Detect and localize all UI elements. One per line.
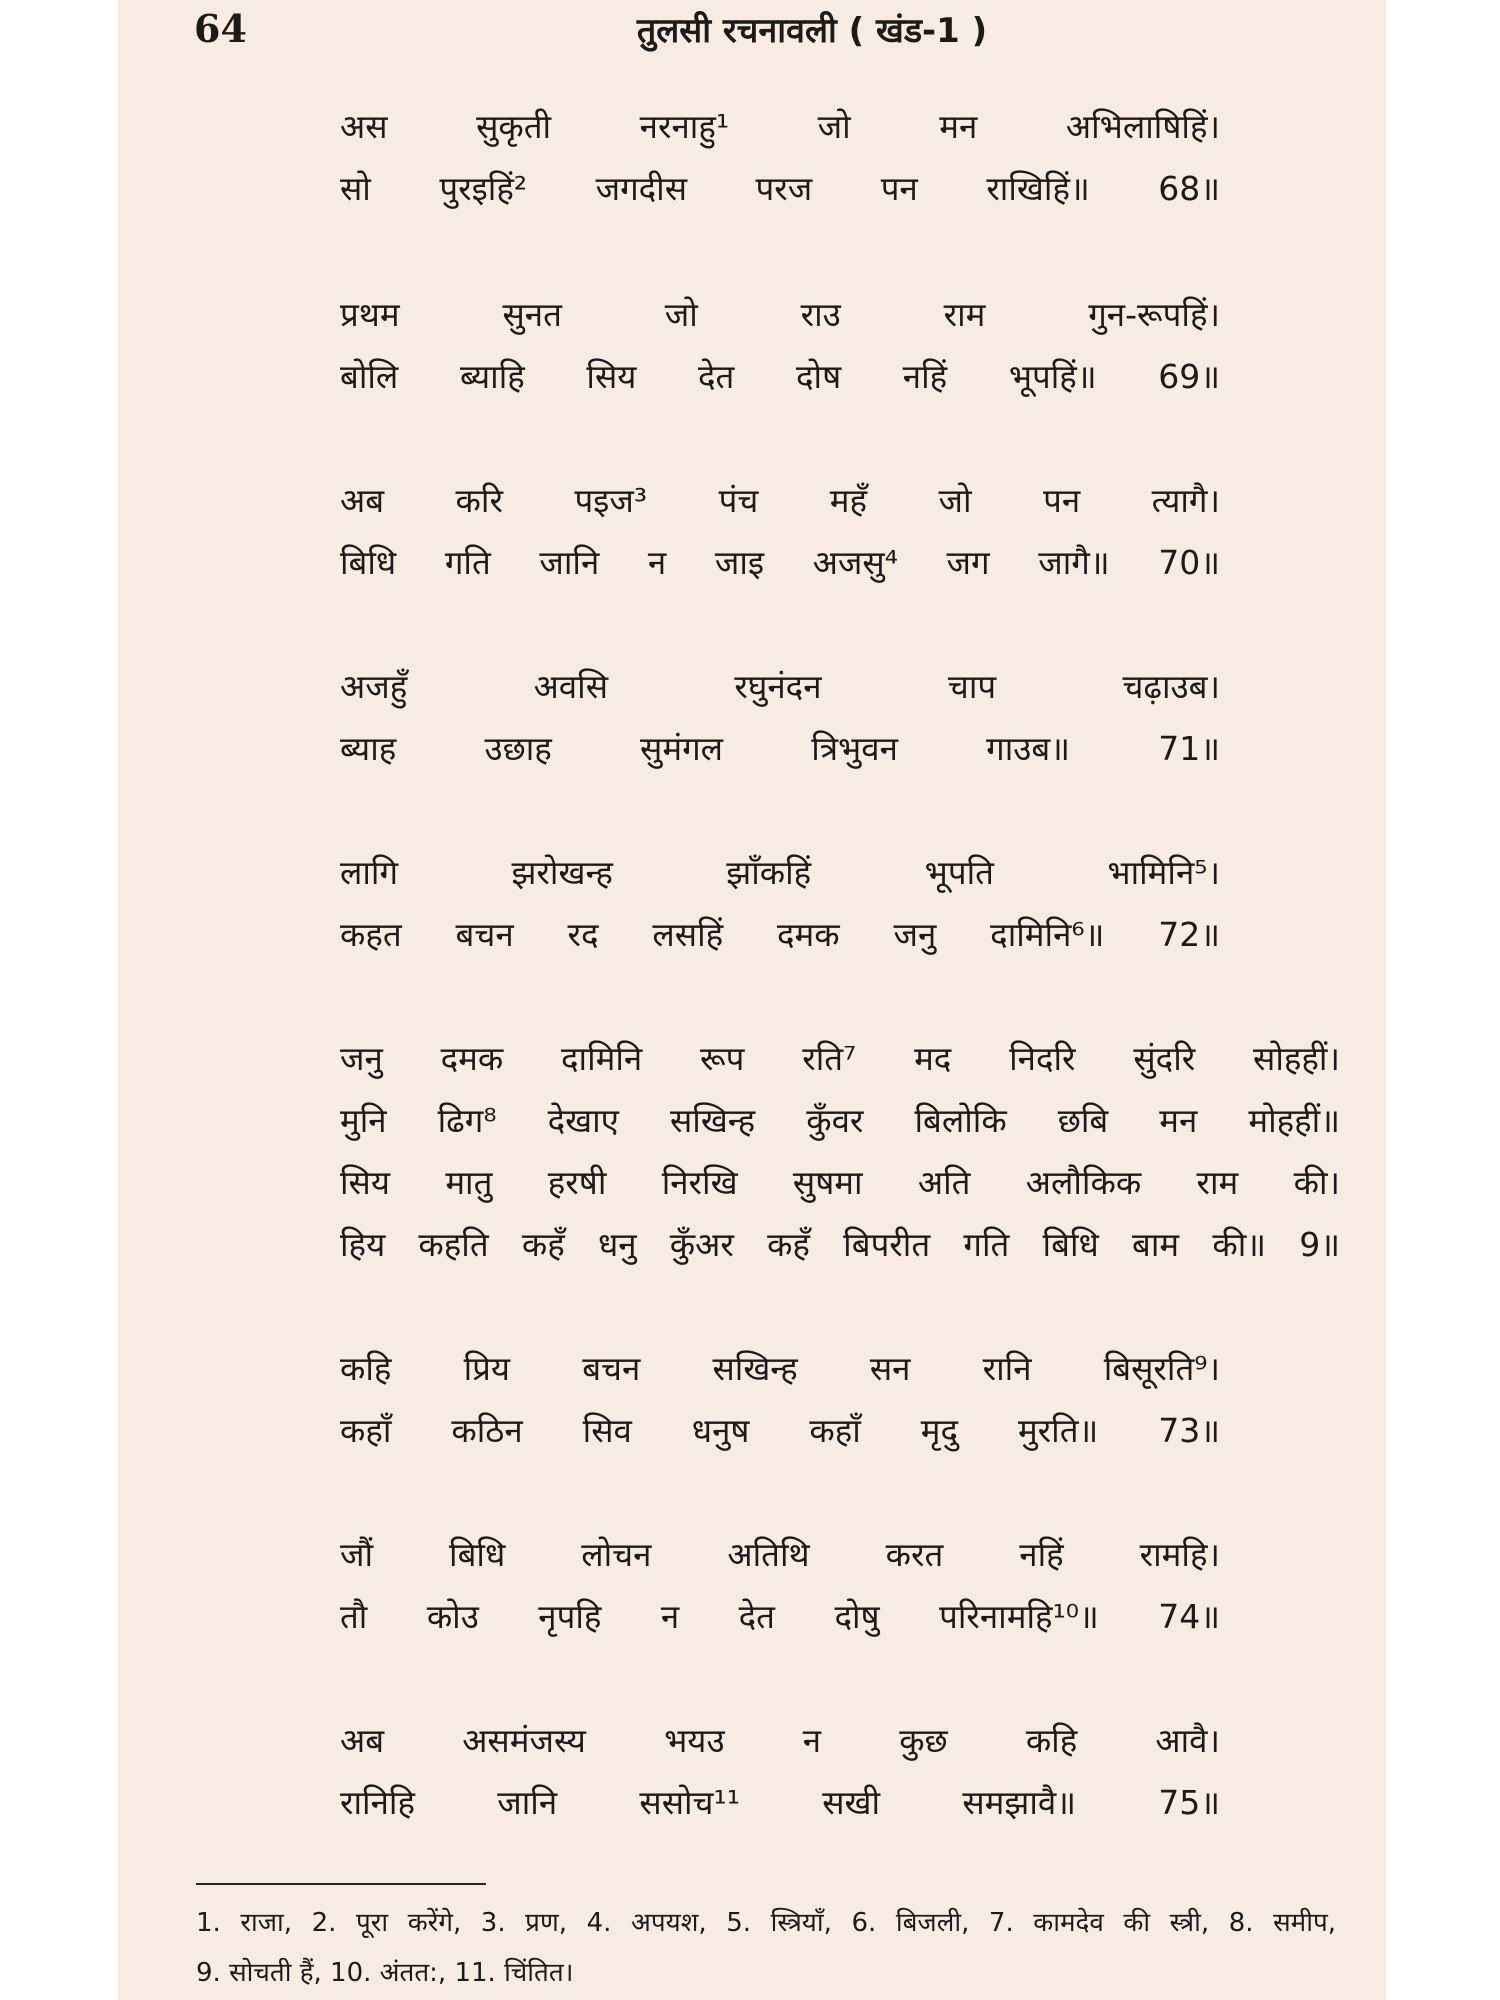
verse-line: प्रथम सुनत जो राउ राम गुन-रूपहिं।	[340, 295, 1220, 334]
stanza-69	[340, 284, 1220, 408]
verse-line: सो पुरइहिं² जगदीस परज पन राखिहिं॥ 68॥	[340, 169, 1220, 208]
verse-line: हिय कहति कहँ धनु कुँअर कहँ बिपरीत गति बिधि बाम की॥ 9॥	[340, 1225, 1340, 1264]
chhand-9	[340, 1028, 1340, 1276]
verse-line: मुनि ढिग⁸ देखाए सखिन्ह कुँवर बिलोकि छबि मन मोहहीं॥	[340, 1101, 1340, 1140]
stanza-73	[340, 1338, 1220, 1462]
verse-line: रानिहि जानि ससोच¹¹ सखी समझावै॥ 75॥	[340, 1783, 1220, 1822]
verse-line: जनु दमक दामिनि रूप रति⁷ मद निदरि सुंदरि सोहहीं।	[340, 1039, 1340, 1078]
running-head: तुलसी रचनावली ( खंड-1 )	[636, 11, 988, 51]
footnote-line: 9. सोचती हैं, 10. अंतत:, 11. चिंतित।	[196, 1958, 574, 1988]
verse-line: कहत बचन रद लसहिं दमक जनु दामिनि⁶॥ 72॥	[340, 915, 1220, 954]
stanza-75	[340, 1710, 1220, 1834]
stanza-72	[340, 842, 1220, 966]
verse-line: कहि प्रिय बचन सखिन्ह सन रानि बिसूरति⁹।	[340, 1349, 1220, 1388]
verse-line: जौं बिधि लोचन अतिथि करत नहिं रामहि।	[340, 1535, 1220, 1574]
verse-line: अब करि पइज³ पंच महँ जो पन त्यागै।	[340, 481, 1220, 520]
verse-line: अजहुँ अवसि रघुनंदन चाप चढ़ाउब।	[340, 667, 1220, 706]
stanza-70	[340, 470, 1220, 594]
stanza-71	[340, 656, 1220, 780]
verse-line: बोलि ब्याहि सिय देत दोष नहिं भूपहिं॥ 69॥	[340, 357, 1220, 396]
verse-line: लागि झरोखन्ह झाँकहिं भूपति भामिनि⁵।	[340, 853, 1220, 892]
verse-line: अब असमंजस्य भयउ न कुछ कहि आवै।	[340, 1721, 1220, 1760]
book-page	[118, 0, 1386, 2000]
page-number: 64	[194, 6, 247, 51]
footnote-divider	[196, 1883, 486, 1885]
verse-line: सिय मातु हरषी निरखि सुषमा अति अलौकिक राम की।	[340, 1163, 1340, 1202]
verse-line: तौ कोउ नृपहि न देत दोषु परिनामहि¹⁰॥ 74॥	[340, 1597, 1220, 1636]
footnotes	[196, 1898, 1336, 1998]
footnote-line: 1. राजा, 2. पूरा करेंगे, 3. प्रण, 4. अपयश, 5. स्त्रियाँ, 6. बिजली, 7. कामदेव की स्त्री, 8. समीप,	[196, 1908, 1336, 1938]
verse-line: अस सुकृती नरनाहु¹ जो मन अभिलाषिहिं।	[340, 107, 1220, 146]
stanza-74	[340, 1524, 1220, 1648]
stanza-68	[340, 96, 1220, 220]
verse-line: बिधि गति जानि न जाइ अजसु⁴ जग जागै॥ 70॥	[340, 543, 1220, 582]
verse-line: ब्याह उछाह सुमंगल त्रिभुवन गाउब॥ 71॥	[340, 729, 1220, 768]
verse-line: कहाँ कठिन सिव धनुष कहाँ मृदु मुरति॥ 73॥	[340, 1411, 1220, 1450]
